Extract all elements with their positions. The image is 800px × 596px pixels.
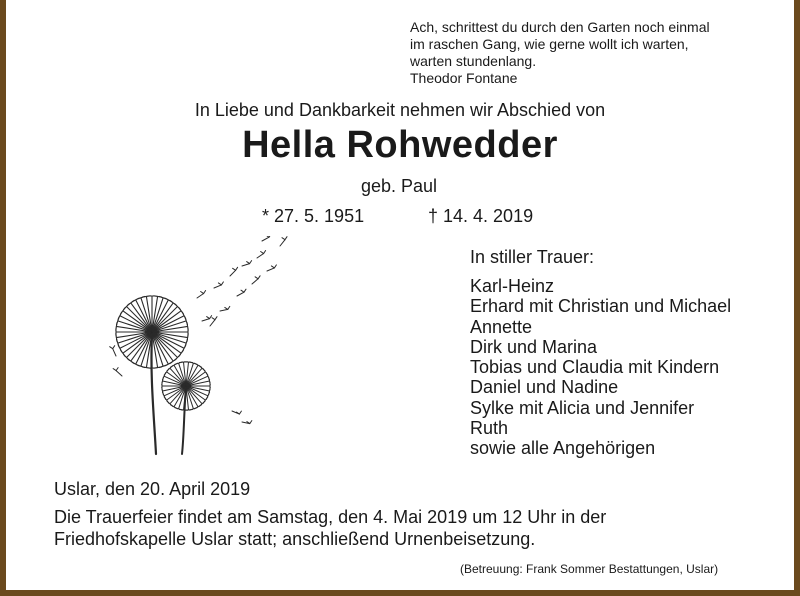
ceremony-line: Die Trauerfeier findet am Samstag, den 4. Mai 2019 um 12 Uhr in der: [54, 507, 607, 527]
poem-quote: [410, 19, 710, 87]
funeral-home-credit: (Betreuung: Frank Sommer Bestattungen, Uslar): [460, 562, 719, 576]
mourner-name: sowie alle Angehörigen: [470, 438, 656, 459]
mourner-name: Dirk und Marina: [470, 336, 598, 357]
mourners-title: In stiller Trauer:: [470, 247, 595, 267]
dandelion-icon: [102, 236, 292, 458]
poem-author: Theodor Fontane: [410, 70, 518, 86]
ceremony-line: Friedhofskapelle Uslar statt; anschließend Urnenbeisetzung.: [54, 529, 536, 549]
mourner-name: Sylke mit Alicia und Jennifer: [470, 397, 695, 418]
mourner-name: Erhard mit Christian und Michael: [470, 296, 732, 317]
mourners-list: [470, 276, 731, 459]
mourner-name: Ruth: [470, 418, 509, 439]
intro-text: In Liebe und Dankbarkeit nehmen wir Abschied von: [194, 100, 606, 120]
death-date: † 14. 4. 2019: [428, 206, 534, 226]
mourner-name: Annette: [470, 316, 533, 337]
birth-date: * 27. 5. 1951: [262, 206, 365, 226]
deceased-name: Hella Rohwedder: [242, 124, 558, 166]
mourner-name: Karl-Heinz: [470, 276, 555, 296]
mourner-name: Daniel und Nadine: [470, 377, 619, 398]
poem-line: im raschen Gang, wie gerne wollt ich warten,: [410, 36, 689, 52]
place-date: Uslar, den 20. April 2019: [54, 479, 251, 499]
ceremony-info: [54, 506, 606, 550]
poem-line: warten stundenlang.: [410, 53, 537, 69]
maiden-name: geb. Paul: [361, 176, 438, 196]
obituary-card: [6, 0, 794, 590]
poem-line: Ach, schrittest du durch den Garten noch einmal: [410, 19, 710, 35]
mourner-name: Tobias und Claudia mit Kindern: [470, 357, 720, 378]
